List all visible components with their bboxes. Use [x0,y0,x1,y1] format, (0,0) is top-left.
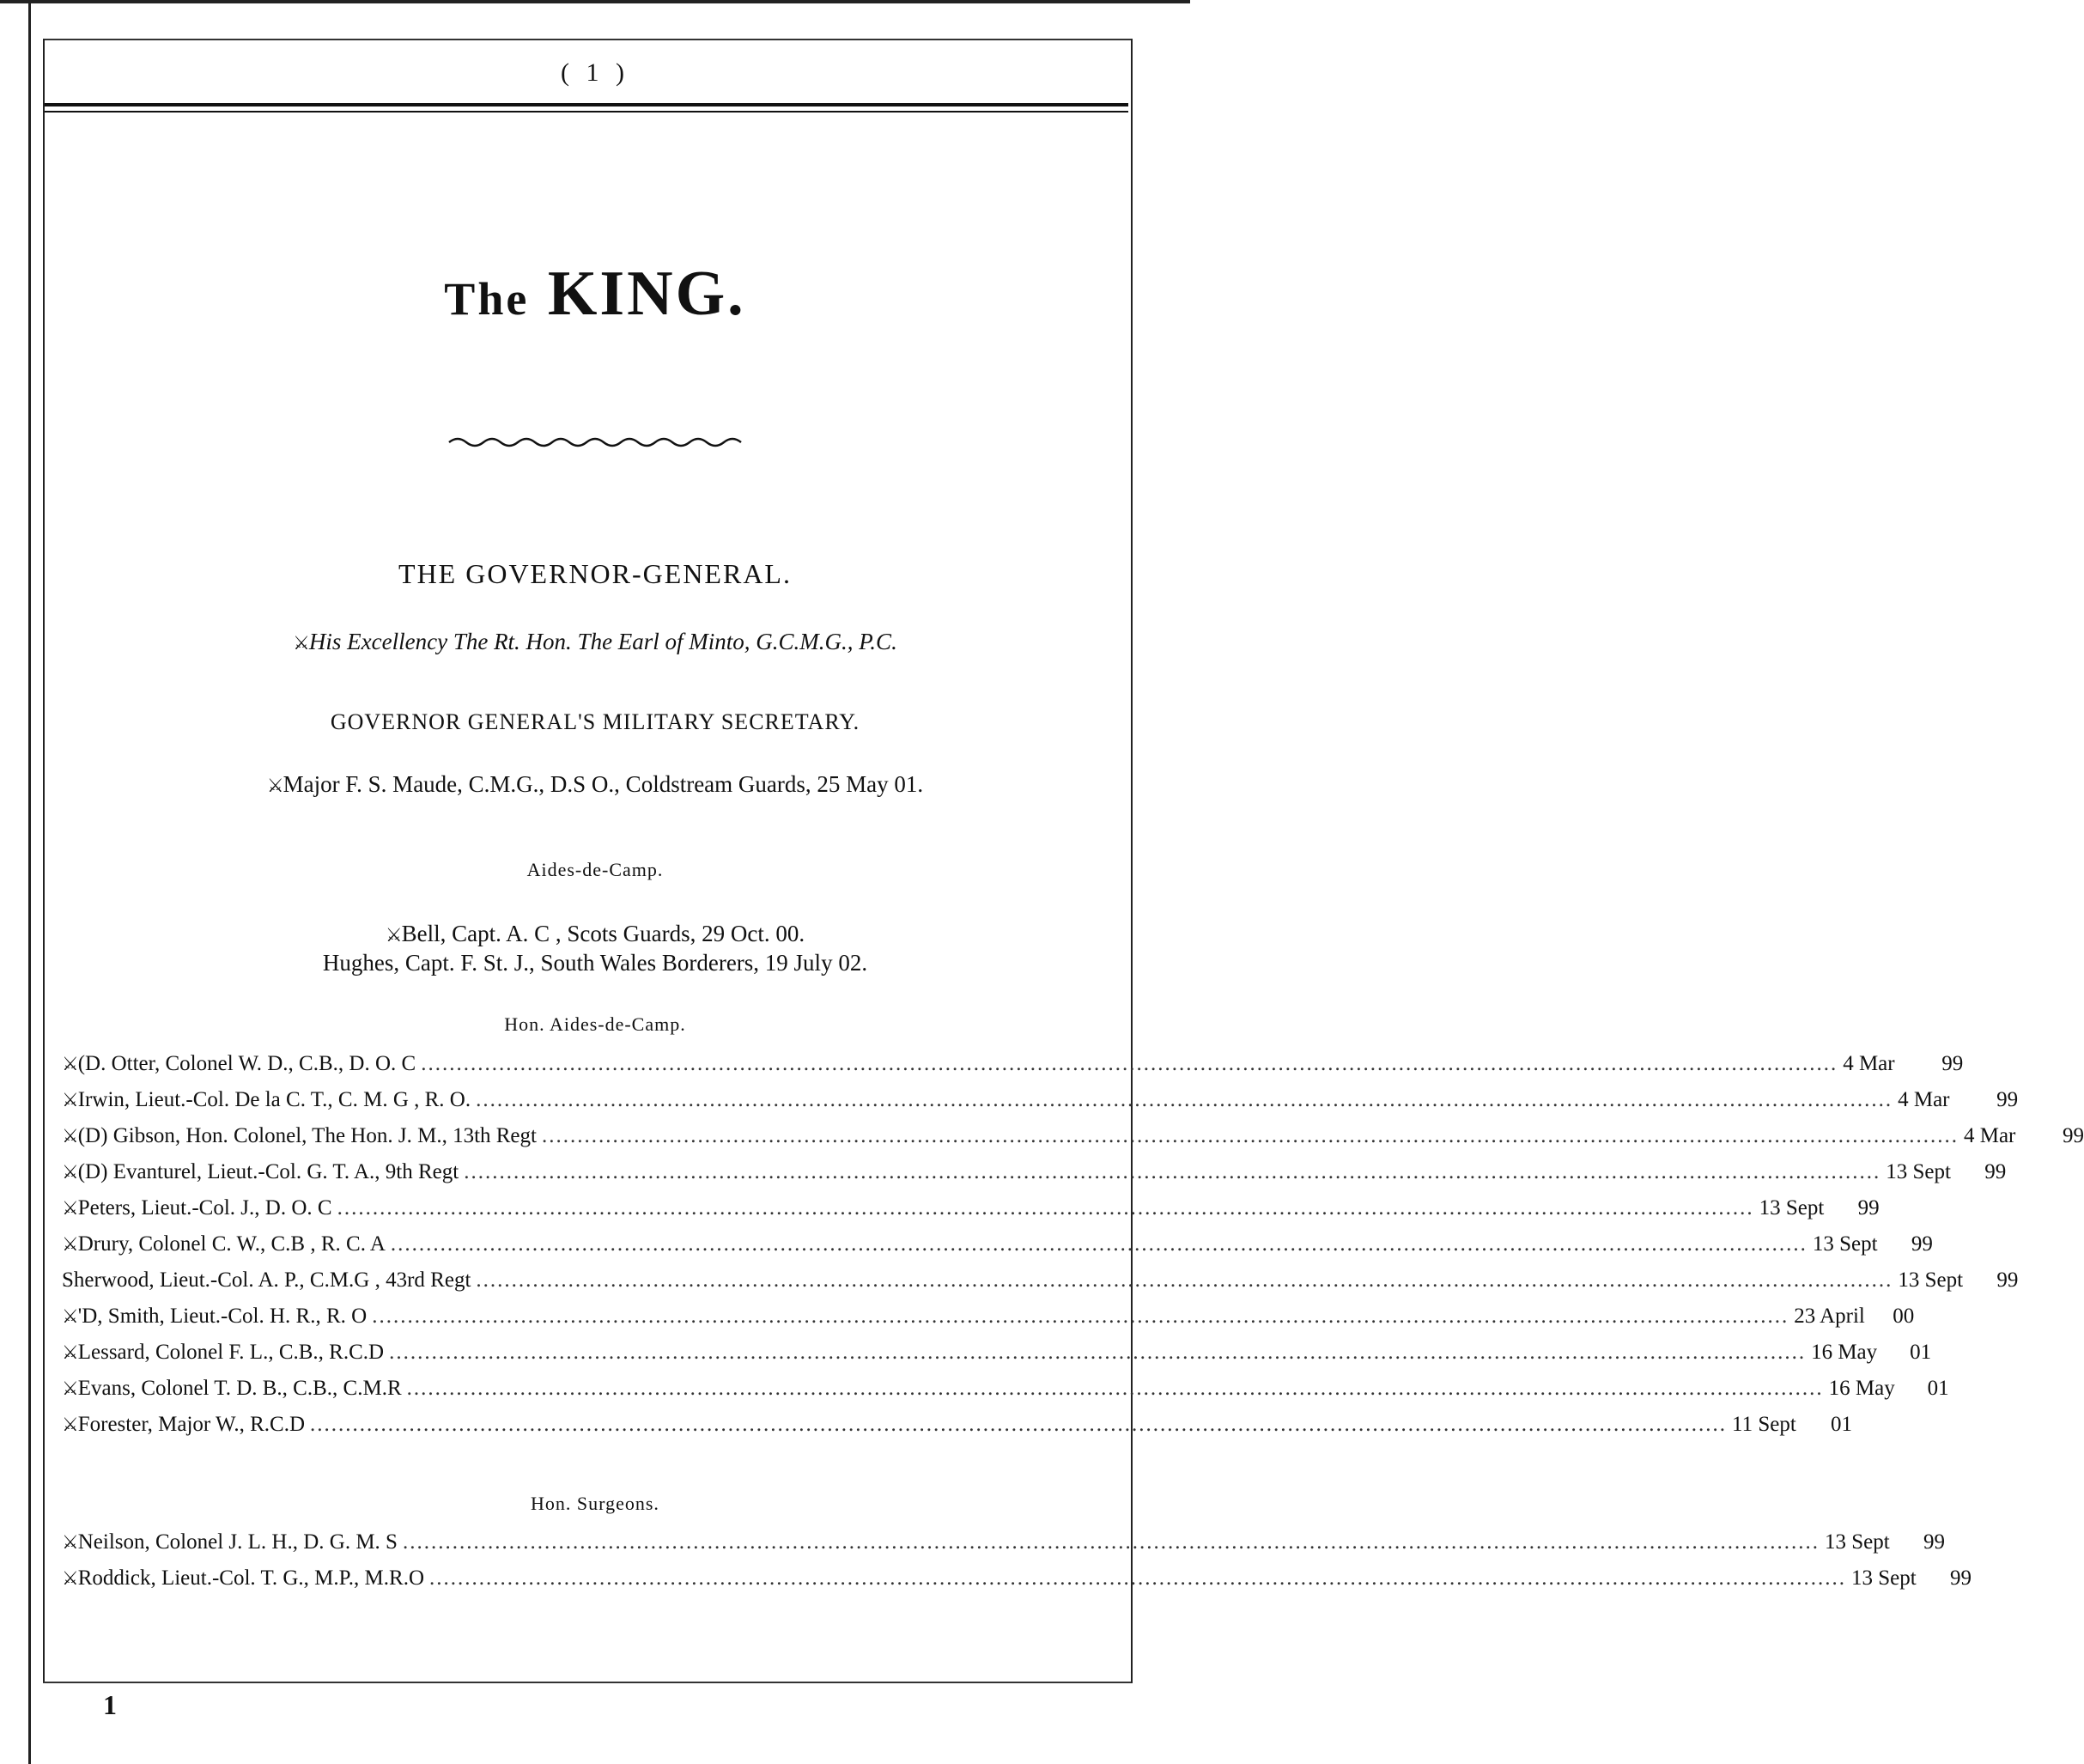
leader-dots: ........................................................................................................................................................................................................ [421,1052,1838,1075]
entry-name: Evans, Colonel T. D. B., C.B., C.M.R [77,1377,402,1400]
leader-dots: ........................................................................................................................................................................................................ [372,1305,1789,1328]
governor-general-heading: THE GOVERNOR-GENERAL. [398,558,792,589]
crossed-swords-icon: ⚔ [62,1161,76,1183]
crossed-swords-icon: ⚔ [293,632,307,654]
title-main: KING. [547,259,746,329]
entry-name: Irwin, Lieut.-Col. De la C. T., C. M. G , R. O. [77,1088,471,1111]
entry-name: (D) Gibson, Hon. Colonel, The Hon. J. M., 13th Regt [77,1124,537,1147]
crossed-swords-icon: ⚔ [62,1531,76,1553]
entry-year: 99 [2062,1124,2084,1147]
frame-bottom-rule [43,1682,1131,1683]
entry-name: Roddick, Lieut.-Col. T. G., M.P., M.R.O [77,1566,424,1590]
list-item [62,1088,2019,1124]
entry-year: 99 [1923,1530,1945,1554]
leader-dots: ........................................................................................................................................................................................................ [390,1232,1808,1256]
entry-year: 00 [1893,1305,1915,1328]
aide-de-camp-entry: Hughes, Capt. F. St. J., South Wales Borderers, 19 July 02. [322,950,868,976]
entry-year: 99 [1984,1160,2007,1183]
list-item [62,1530,1945,1566]
crossed-swords-icon: ⚔ [266,775,281,796]
entry-date: 4 Mar [1963,1124,2016,1147]
list-item [62,1124,2084,1160]
page-title [0,258,1190,331]
entry-name: (D) Evanturel, Lieut.-Col. G. T. A., 9th Regt [77,1160,459,1183]
entry-date: 13 Sept [1812,1232,1878,1256]
signature-mark: 1 [103,1689,117,1720]
leader-dots: ........................................................................................................................................................................................................ [476,1088,1893,1111]
list-item [62,1196,1880,1232]
governor-general-entry: ⚔ His Excellency The Rt. Hon. The Earl of Minto, G.C.M.G., P.C. [293,629,897,654]
list-item [62,1305,1915,1341]
crossed-swords-icon: ⚔ [62,1125,76,1147]
crossed-swords-icon: ⚔ [62,1089,76,1110]
crossed-swords-icon: ⚔ [62,1414,76,1435]
entry-date: 11 Sept [1732,1413,1796,1436]
leader-dots: ........................................................................................................................................................................................................ [337,1196,1754,1220]
leader-dots: ........................................................................................................................................................................................................ [310,1413,1728,1436]
entry-date: 13 Sept [1886,1160,1951,1183]
hon-surgeons-list [62,1530,1972,1603]
header-rule-thick [45,103,1128,106]
leader-dots: ........................................................................................................................................................................................................ [476,1268,1893,1292]
entry-year: 99 [1911,1232,1933,1256]
entry-date: 13 Sept [1851,1566,1917,1590]
leader-dots: ........................................................................................................................................................................................................ [429,1566,1846,1590]
crossed-swords-icon: ⚔ [62,1378,76,1399]
list-item [62,1377,1949,1413]
list-item [62,1413,1853,1449]
list-item [62,1566,1972,1603]
aides-de-camp-heading: Aides-de-Camp. [526,859,664,880]
hon-aides-de-camp-heading: Hon. Aides-de-Camp. [504,1013,686,1035]
list-item [62,1052,1964,1088]
header-rule-thin [45,111,1128,113]
entry-name: Drury, Colonel C. W., C.B , R. C. A [77,1232,386,1256]
title-small: The [444,273,530,325]
entry-year: 01 [1927,1377,1949,1400]
leader-dots: ........................................................................................................................................................................................................ [402,1530,1820,1554]
entry-date: 16 May [1828,1377,1895,1400]
leader-dots: ........................................................................................................................................................................................................ [389,1341,1807,1364]
hon-aides-de-camp-list [62,1052,2084,1449]
page-top-edge [0,0,1190,3]
page-number: ( 1 ) [561,58,629,87]
entry-year: 01 [1910,1341,1932,1364]
entry-name: Peters, Lieut.-Col. J., D. O. C [77,1196,332,1220]
crossed-swords-icon: ⚔ [385,924,399,946]
leader-dots: ........................................................................................................................................................................................................ [464,1160,1881,1183]
list-item [62,1341,1932,1377]
entry-year: 99 [1950,1566,1972,1590]
leader-dots: ........................................................................................................................................................................................................ [541,1124,1959,1147]
entry-name: Neilson, Colonel J. L. H., D. G. M. S [77,1530,398,1554]
entry-year: 99 [1857,1196,1880,1220]
crossed-swords-icon: ⚔ [62,1305,76,1327]
entry-date: 4 Mar [1843,1052,1895,1075]
entry-name: Lessard, Colonel F. L., C.B., R.C.D [77,1341,385,1364]
list-item [62,1160,2007,1196]
list-item [62,1268,2019,1305]
entry-date: 23 April [1794,1305,1865,1328]
entry-name: Forester, Major W., R.C.D [77,1413,306,1436]
crossed-swords-icon: ⚔ [62,1053,76,1074]
leader-dots: ........................................................................................................................................................................................................ [406,1377,1824,1400]
crossed-swords-icon: ⚔ [62,1197,76,1219]
hon-surgeons-heading: Hon. Surgeons. [531,1493,659,1514]
entry-year: 01 [1831,1413,1853,1436]
entry-date: 13 Sept [1898,1268,1964,1292]
military-secretary-heading: GOVERNOR GENERAL'S MILITARY SECRETARY. [330,709,860,734]
crossed-swords-icon: ⚔ [62,1567,76,1589]
entry-date: 13 Sept [1759,1196,1825,1220]
entry-name: (D. Otter, Colonel W. D., C.B., D. O. C [77,1052,416,1075]
entry-year: 99 [1996,1088,2019,1111]
list-item [62,1232,1933,1268]
entry-date: 4 Mar [1898,1088,1950,1111]
entry-name: Sherwood, Lieut.-Col. A. P., C.M.G , 43rd Regt [62,1268,471,1292]
entry-year: 99 [1941,1052,1964,1075]
military-secretary-entry: ⚔ Major F. S. Maude, C.M.G., D.S O., Coldstream Guards, 25 May 01. [266,771,924,797]
ornamental-divider [0,435,1190,453]
crossed-swords-icon: ⚔ [62,1341,76,1363]
crossed-swords-icon: ⚔ [62,1233,76,1255]
entry-name: 'D, Smith, Lieut.-Col. H. R., R. O [77,1305,368,1328]
aide-de-camp-entry: ⚔ Bell, Capt. A. C , Scots Guards, 29 Oct. 00. [385,921,805,946]
entry-year: 99 [1996,1268,2019,1292]
entry-date: 16 May [1811,1341,1878,1364]
entry-date: 13 Sept [1824,1530,1890,1554]
